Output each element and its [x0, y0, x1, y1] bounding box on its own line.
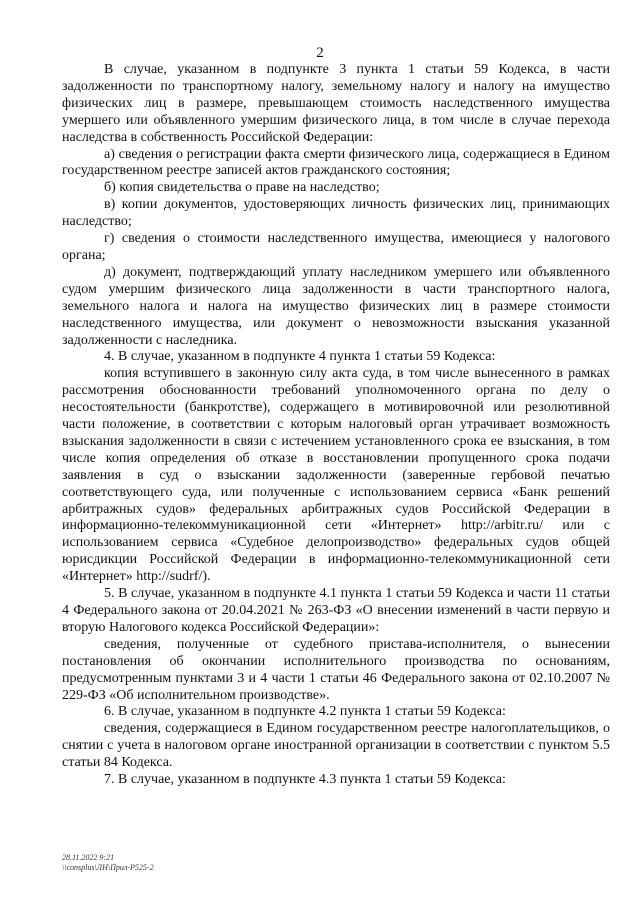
footer-file-path: \\consplus\ЛН\Прил-Р525-2: [62, 863, 154, 872]
footer-timestamp: 28.11.2022 9:21: [62, 853, 115, 862]
paragraph-3v: в) копии документов, удостоверяющих личность физических лиц, принимающих наследство;: [62, 197, 610, 230]
paragraph-6-heading: 6. В случае, указанном в подпункте 4.2 пункта 1 статьи 59 Кодекса:: [104, 704, 506, 720]
paragraph-4-heading: 4. В случае, указанном в подпункте 4 пункта 1 статьи 59 Кодекса:: [104, 349, 496, 365]
paragraph-3b: б) копия свидетельства о праве на наследство;: [104, 180, 380, 196]
document-body: [62, 62, 610, 789]
paragraph-6-body: сведения, содержащиеся в Едином государственном реестре налогоплательщиков, о снятии с учета в налоговом органе иностранной организации в соответствии с пунктом 5.5 статьи 84 Кодекса.: [62, 721, 610, 771]
page-number: 2: [316, 45, 324, 61]
paragraph-3d: д) документ, подтверждающий уплату наследником умершего или объявленного судом умершим физического лица задолженности в части транспортного налога, земельного налога и налога на имущество физических лиц в размере стоимости наследственного имущества, или документ о невозможности взыскания указанной задолженности с наследника.: [62, 264, 610, 348]
paragraph-5-body: сведения, полученные от судебного пристава-исполнителя, о вынесении постановления об окончании исполнительного производства по основаниям, предусмотренным пунктами 3 и 4 части 1 статьи 46 Федерального закона от 02.10.2007 № 229-ФЗ «Об исполнительном производстве».: [62, 636, 610, 703]
paragraph-4-body: копия вступившего в законную силу акта суда, в том числе вынесенного в рамках рассмотрения обоснованности требований уполномоченного органа по делу о несостоятельности (банкротстве), содержащего в мотивировочной или резолютивной части положение, в соответствии с которым налоговый орган утрачивает возможность взыскания задолженности в связи с истечением установленного срока ее взыскания, в том числе копия определения об отказе в восстановлении пропущенного срока подачи заявления в суд о взыскании задолженности (заверенные гербовой печатью соответствующего суда, или полученные с использованием сервиса «Банк решений арбитражных судов» федеральных арбитражных судов Российской Федерации в информационно-телекоммуникационной сети «Интернет» http://arbitr.ru/ или с использованием сервиса «Судебное делопроизводство» федеральных судов общей юрисдикции Российской Федерации в информационно-телекоммуникационной сети «Интернет» http://sudrf/).: [62, 366, 610, 585]
paragraph-3-intro: В случае, указанном в подпункте 3 пункта 1 статьи 59 Кодекса, в части задолженности по транспортному налогу, земельному налогу и налогу на имущество физических лиц в размере, превышающем стоимость наследственного имущества умершего или объявленного умершим физического лица, в том числе в случае перехода наследства в собственность Российской Федерации:: [62, 62, 610, 145]
paragraph-5-heading: 5. В случае, указанном в подпункте 4.1 пункта 1 статьи 59 Кодекса и части 11 статьи 4 Федерального закона от 20.04.2021 № 263-ФЗ «О внесении изменений в части первую и вторую Налогового кодекса Российской Федерации»:: [62, 586, 610, 635]
paragraph-3g: г) сведения о стоимости наследственного имущества, имеющиеся у налогового органа;: [62, 231, 610, 263]
paragraph-3a: а) сведения о регистрации факта смерти физического лица, содержащиеся в Едином государственном реестре записей актов гражданского состояния;: [62, 146, 610, 179]
paragraph-7-heading: 7. В случае, указанном в подпункте 4.3 пункта 1 статьи 59 Кодекса:: [104, 772, 506, 788]
footer-stamp: [62, 853, 154, 873]
